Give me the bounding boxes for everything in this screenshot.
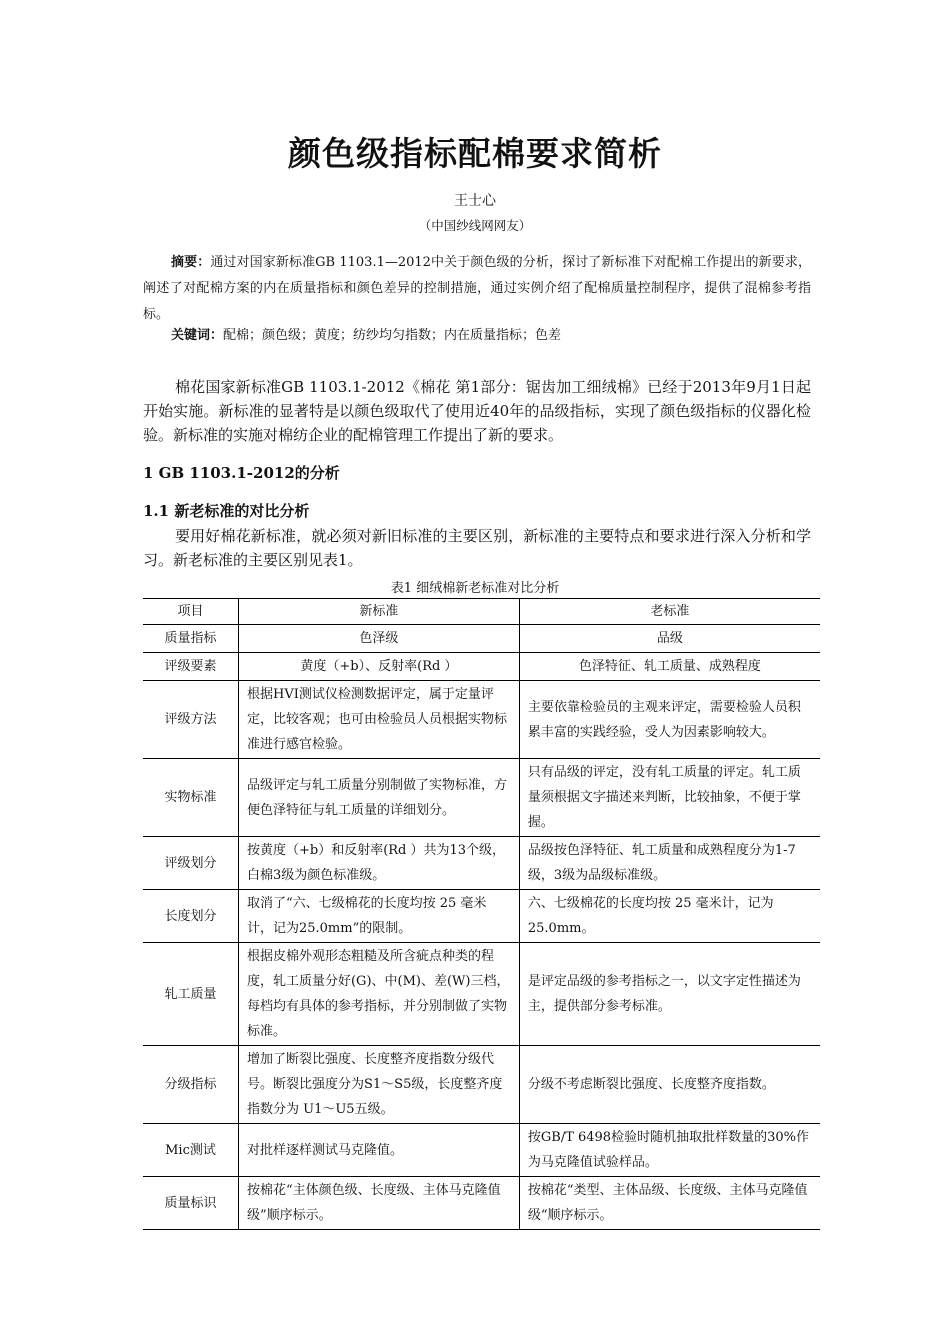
header-item: 项目 xyxy=(143,599,238,625)
intro-paragraph: 棉花国家新标准GB 1103.1-2012《棉花 第1部分：锯齿加工细绒棉》已经于2013年9月1日起开始实施。新标准的显著特是以颜色级取代了使用近40年的品级指标，实现了颜色级指标的仪器化检验。新标准的实施对棉纺企业的配棉管理工作提出了新的要求。 xyxy=(143,378,811,444)
table-row xyxy=(143,1177,820,1230)
new-standard-cell: 黄度（+b）、反射率(Rd ） xyxy=(238,653,519,681)
old-standard-cell: 六、七级棉花的长度均按 25 毫米计，记为25.0mm。 xyxy=(519,890,820,943)
new-standard-cell: 品级评定与轧工质量分别制做了实物标准，方便色泽特征与轧工质量的详细划分。 xyxy=(238,759,519,837)
new-standard-cell: 增加了断裂比强度、长度整齐度指数分级代号。断裂比强度分为S1～S5级，长度整齐度指数分为 U1～U5五级。 xyxy=(238,1046,519,1124)
row-label: 轧工质量 xyxy=(143,943,238,1046)
table-row xyxy=(143,890,820,943)
row-label: 质量标识 xyxy=(143,1177,238,1230)
row-label: 评级方法 xyxy=(143,681,238,759)
new-standard-cell: 取消了“六、七级棉花的长度均按 25 毫米计，记为25.0mm”的限制。 xyxy=(238,890,519,943)
table-row xyxy=(143,1124,820,1177)
new-standard-cell: 根据HVI测试仪检测数据评定，属于定量评定，比较客观；也可由检验员人员根据实物标准进行感官检验。 xyxy=(238,681,519,759)
old-standard-cell: 分级不考虑断裂比强度、长度整齐度指数。 xyxy=(519,1046,820,1124)
old-standard-cell: 只有品级的评定，没有轧工质量的评定。轧工质量须根据文字描述来判断，比较抽象，不便于掌握。 xyxy=(519,759,820,837)
keywords-text: 配棉；颜色级；黄度；纺纱均匀指数；内在质量指标；色差 xyxy=(223,328,562,343)
new-standard-cell: 按棉花“主体颜色级、长度级、主体马克隆值级”顺序标示。 xyxy=(238,1177,519,1230)
table-row xyxy=(143,681,820,759)
table-row xyxy=(143,625,820,653)
row-label: 评级要素 xyxy=(143,653,238,681)
table-row xyxy=(143,1046,820,1124)
table-caption: 表1 细绒棉新老标准对比分析 xyxy=(390,581,560,596)
old-standard-cell: 是评定品级的参考指标之一，以文字定性描述为主，提供部分参考标准。 xyxy=(519,943,820,1046)
old-standard-cell: 色泽特征、轧工质量、成熟程度 xyxy=(519,653,820,681)
row-label: 质量指标 xyxy=(143,625,238,653)
section-heading-1: 1 GB 1103.1-2012的分析 xyxy=(143,464,340,482)
header-old-standard: 老标准 xyxy=(519,599,820,625)
comparison-table xyxy=(143,598,820,1230)
table-header-row xyxy=(143,599,820,625)
table-row xyxy=(143,653,820,681)
row-label: Mic测试 xyxy=(143,1124,238,1177)
keywords-label: 关键词： xyxy=(171,328,224,343)
table-row xyxy=(143,837,820,890)
affiliation: （中国纱线网网友） xyxy=(418,218,532,233)
paper-title: 颜色级指标配棉要求简析 xyxy=(288,134,662,173)
author: 王士心 xyxy=(454,193,496,209)
row-label: 评级划分 xyxy=(143,837,238,890)
new-standard-cell: 对批样逐样测试马克隆值。 xyxy=(238,1124,519,1177)
new-standard-cell: 根据皮棉外观形态粗糙及所含疵点种类的程度，轧工质量分好(G)、中(M)、差(W)三档，每档均有具体的参考指标，并分别制做了实物标准。 xyxy=(238,943,519,1046)
table-row xyxy=(143,759,820,837)
abstract-label: 摘要： xyxy=(171,255,211,270)
abstract xyxy=(143,250,811,328)
new-standard-cell: 色泽级 xyxy=(238,625,519,653)
old-standard-cell: 主要依靠检验员的主观来评定，需要检验人员积累丰富的实践经验，受人为因素影响较大。 xyxy=(519,681,820,759)
section-heading-1-1: 1.1 新老标准的对比分析 xyxy=(143,502,310,520)
row-label: 分级指标 xyxy=(143,1046,238,1124)
section-1-1-paragraph: 要用好棉花新标准，就必须对新旧标准的主要区别，新标准的主要特点和要求进行深入分析和学习。新老标准的主要区别见表1。 xyxy=(143,527,811,569)
table-row xyxy=(143,943,820,1046)
row-label: 长度划分 xyxy=(143,890,238,943)
old-standard-cell: 按棉花“类型、主体品级、长度级、主体马克隆值级“顺序标示。 xyxy=(519,1177,820,1230)
new-standard-cell: 按黄度（+b）和反射率(Rd ）共为13个级，白棉3级为颜色标准级。 xyxy=(238,837,519,890)
row-label: 实物标准 xyxy=(143,759,238,837)
old-standard-cell: 品级 xyxy=(519,625,820,653)
keywords xyxy=(143,325,811,347)
old-standard-cell: 按GB/T 6498检验时随机抽取批样数量的30%作为马克隆值试验样品。 xyxy=(519,1124,820,1177)
header-new-standard: 新标准 xyxy=(238,599,519,625)
old-standard-cell: 品级按色泽特征、轧工质量和成熟程度分为1-7级，3级为品级标准级。 xyxy=(519,837,820,890)
abstract-text: 通过对国家新标准GB 1103.1—2012中关于颜色级的分析，探讨了新标准下对配棉工作提出的新要求，阐述了对配棉方案的内在质量指标和颜色差异的控制措施，通过实例介绍了配棉质量控制程序，提供了混棉参考指标。 xyxy=(143,255,811,322)
